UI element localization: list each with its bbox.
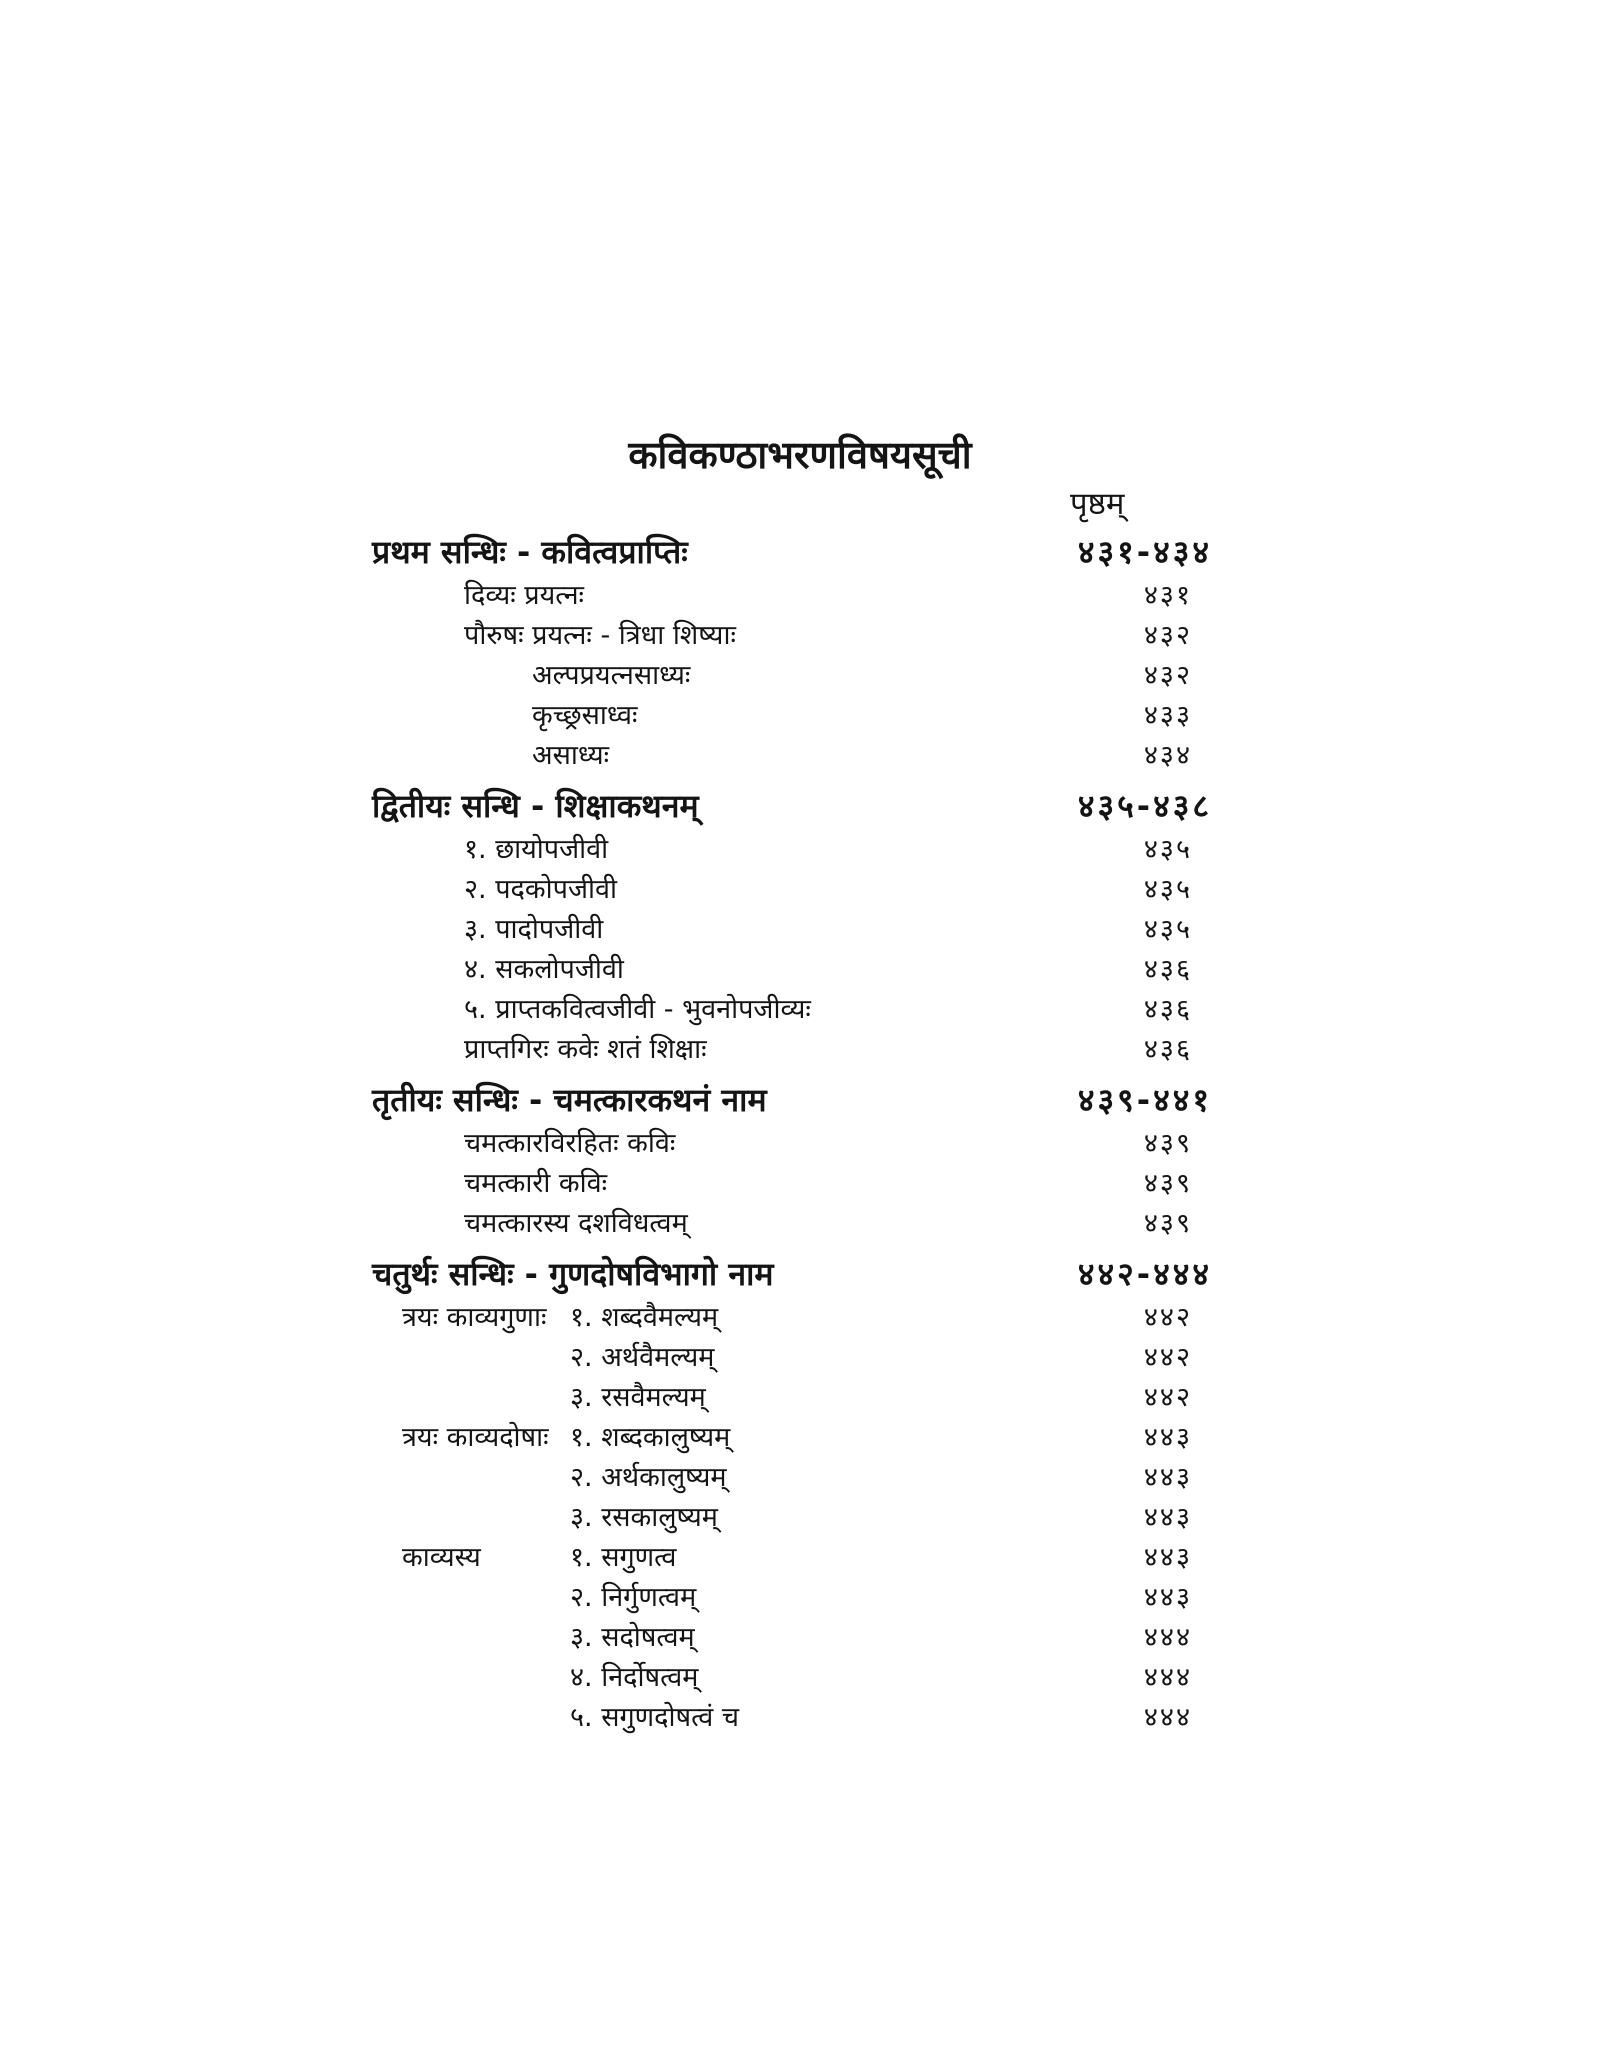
toc-entry-page: ४४२: [1143, 1382, 1192, 1413]
toc-entry-page: ४४३: [1143, 1502, 1192, 1533]
section-heading-row: [372, 1250, 1212, 1298]
page-title: कविकण्ठाभरणविषयसूची: [628, 433, 972, 477]
toc-entry: [372, 830, 1212, 870]
toc-entry-label: ३. सदोषत्वम्: [570, 1622, 695, 1653]
toc-entry-page: ४३५: [1143, 874, 1192, 905]
group-prefix: काव्यस्य: [402, 1542, 481, 1573]
toc-entry-label: ३. रसकालुष्यम्: [570, 1502, 718, 1533]
toc-entry: [372, 1030, 1212, 1070]
toc-entry-label: २. पदकोपजीवी: [464, 874, 617, 905]
toc-entry-page: ४४३: [1143, 1542, 1192, 1573]
toc-entry: [372, 696, 1212, 736]
group-prefix: त्रयः काव्यदोषाः: [402, 1422, 549, 1453]
toc-entry: [372, 990, 1212, 1030]
toc-entry-page: ४३९: [1143, 1168, 1192, 1199]
toc-entry-label: ४. सकलोपजीवी: [464, 954, 624, 985]
toc-entry-label: ५. सगुणदोषत्वं च: [570, 1702, 740, 1733]
toc-entry-page: ४४२: [1143, 1302, 1192, 1333]
toc-entry: [372, 1578, 1212, 1618]
toc-entry-page: ४३४: [1143, 740, 1192, 771]
section-page-range: ४३९-४४१: [1077, 1081, 1212, 1119]
toc-entry-page: ४४३: [1143, 1582, 1192, 1613]
toc-section: [372, 528, 1212, 776]
toc-entry: [372, 1458, 1212, 1498]
section-page-range: ४४२-४४४: [1077, 1255, 1212, 1293]
toc-section: [372, 1250, 1212, 1738]
toc-entry: [372, 870, 1212, 910]
section-heading: चतुर्थः सन्धिः - गुणदोषविभागो नाम: [372, 1255, 774, 1293]
toc-entry: [372, 1124, 1212, 1164]
toc-entry-page: ४३५: [1143, 834, 1192, 865]
group-prefix: त्रयः काव्यगुणाः: [402, 1302, 547, 1333]
toc-entry-label: २. अर्थवैमल्यम्: [570, 1342, 715, 1373]
toc-entry-label: अल्पप्रयत्नसाध्यः: [532, 660, 691, 691]
toc-entry-label: ४. निर्दोषत्वम्: [570, 1662, 699, 1693]
toc-entry-label: २. अर्थकालुष्यम्: [570, 1462, 727, 1493]
toc-entry: [372, 1498, 1212, 1538]
toc-entry-page: ४४४: [1143, 1702, 1192, 1733]
toc-entry: [372, 1164, 1212, 1204]
toc-entry: [372, 950, 1212, 990]
toc-entry-label: १. छायोपजीवी: [464, 834, 609, 865]
section-heading-row: [372, 782, 1212, 830]
toc-entry-label: दिव्यः प्रयत्नः: [464, 580, 585, 611]
table-of-contents: [372, 528, 1212, 1738]
toc-entry-page: ४३५: [1143, 914, 1192, 945]
toc-entry-label: प्राप्तगिरः कवेः शतं शिक्षाः: [464, 1034, 707, 1065]
section-heading-row: [372, 1076, 1212, 1124]
toc-entry-page: ४४४: [1143, 1622, 1192, 1653]
toc-section: [372, 782, 1212, 1070]
toc-entry: [372, 1698, 1212, 1738]
toc-entry-page: ४३२: [1143, 620, 1192, 651]
toc-entry-page: ४३१: [1143, 580, 1192, 611]
section-page-range: ४३५-४३८: [1077, 787, 1212, 825]
toc-entry-label: १. शब्दकालुष्यम्: [570, 1422, 731, 1453]
toc-entry: [372, 1658, 1212, 1698]
section-heading: प्रथम सन्धिः - कवित्वप्राप्तिः: [372, 533, 688, 571]
toc-entry: [372, 1418, 1212, 1458]
toc-entry: [372, 1378, 1212, 1418]
toc-entry: [372, 576, 1212, 616]
toc-entry-page: ४३६: [1143, 1034, 1192, 1065]
toc-entry-page: ४४४: [1143, 1662, 1192, 1693]
toc-entry-page: ४४२: [1143, 1342, 1192, 1373]
toc-entry-label: चमत्कारी कविः: [464, 1168, 608, 1199]
section-heading: द्वितीयः सन्धि - शिक्षाकथनम्: [372, 787, 699, 825]
toc-entry-label: असाध्यः: [532, 740, 610, 771]
toc-entry: [372, 736, 1212, 776]
toc-entry-page: ४३९: [1143, 1128, 1192, 1159]
toc-entry-label: कृच्छ्रसाध्वः: [532, 700, 638, 731]
toc-entry: [372, 616, 1212, 656]
toc-entry-page: ४३२: [1143, 660, 1192, 691]
toc-section: [372, 1076, 1212, 1244]
section-page-range: ४३१-४३४: [1077, 533, 1212, 571]
toc-entry-label: ३. रसवैमल्यम्: [570, 1382, 706, 1413]
toc-entry-label: २. निर्गुणत्वम्: [570, 1582, 697, 1613]
toc-entry: [372, 910, 1212, 950]
toc-entry: [372, 1338, 1212, 1378]
toc-entry-label: चमत्कारविरहितः कविः: [464, 1128, 676, 1159]
section-heading-row: [372, 528, 1212, 576]
toc-entry-page: ४३९: [1143, 1208, 1192, 1239]
toc-entry-label: पौरुषः प्रयत्नः - त्रिधा शिष्याः: [464, 620, 736, 651]
toc-entry-page: ४४३: [1143, 1462, 1192, 1493]
toc-entry-page: ४३३: [1143, 700, 1192, 731]
toc-entry: [372, 656, 1212, 696]
page-column-header: पृष्ठम्: [1070, 486, 1125, 522]
toc-entry: [372, 1204, 1212, 1244]
toc-entry-page: ४३६: [1143, 954, 1192, 985]
toc-entry-label: ३. पादोपजीवी: [464, 914, 604, 945]
toc-entry: [372, 1618, 1212, 1658]
toc-entry-label: चमत्कारस्य दशविधत्वम्: [464, 1208, 688, 1239]
toc-entry-page: ४४३: [1143, 1422, 1192, 1453]
toc-entry: [372, 1298, 1212, 1338]
toc-entry-page: ४३६: [1143, 994, 1192, 1025]
toc-entry-label: १. शब्दवैमल्यम्: [570, 1302, 719, 1333]
toc-entry: [372, 1538, 1212, 1578]
section-heading: तृतीयः सन्धिः - चमत्कारकथनं नाम: [372, 1081, 767, 1119]
toc-entry-label: ५. प्राप्तकवित्वजीवी - भुवनोपजीव्यः: [464, 994, 811, 1025]
toc-entry-label: १. सगुणत्व: [570, 1542, 677, 1573]
